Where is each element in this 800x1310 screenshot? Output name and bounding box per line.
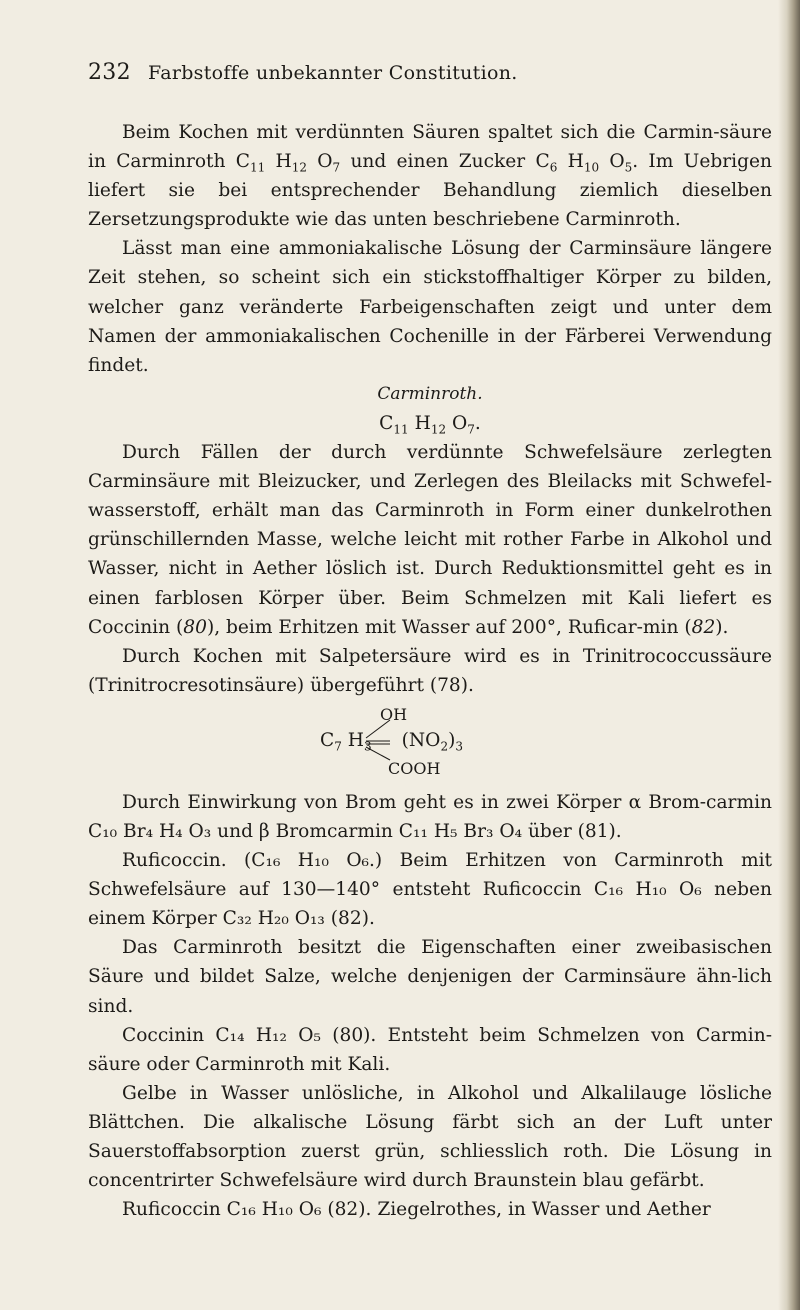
formula-core: $C_7$ $H_3$ $(NO_2)_3$	[320, 729, 463, 754]
paragraph-carminsaeure-spaltung: Beim Kochen mit verdünnten Säuren spaltet sich die Carmin-säure in Carminroth $C_{11}$ $H_{12}$ $O_7$ und einen Zucker $C_6$ $H_{10}$ $O_5$. Im Uebrigen liefert sie bei entsprechender Behandlung ziemlich dieselben Zersetzungsprodukte wie das unten beschriebene Carminroth.	[88, 122, 772, 231]
paragraph-carminroth-darstellung: Durch Fällen der durch verdünnte Schwefelsäure zerlegten Carminsäure mit Bleizucker, und Zerlegen des Bleilacks mit Schwefel-wasserstoff, erhält man das Carminroth in Form einer dunkelrothen grünschillernden Masse, welche leicht mit rother Farbe in Alkohol und Wasser, nicht in Aether löslich ist. Durch Reduktionsmittel geht es in einen farblosen Körper über. Beim Schmelzen mit Kali liefert es Coccinin (80), beim Erhitzen mit Wasser auf 200°, Ruficar-min (82).	[88, 442, 772, 638]
page-header	[88, 60, 728, 92]
paragraph-ruficoccin-darstellung: Ruficoccin. (C₁₆ H₁₀ O₆.) Beim Erhitzen von Carminroth mit Schwefelsäure auf 130—140° entsteht Ruficoccin C₁₆ H₁₀ O₆ neben einem Körper C₃₂ H₂₀ O₁₃ (82).	[88, 850, 772, 930]
paragraph-coccinin-eigenschaften: Gelbe in Wasser unlösliche, in Alkohol und Alkalilauge lösliche Blättchen. Die alkalische Lösung färbt sich an der Luft unter Sauerstoffabsorption zuerst grün, schliesslich roth. Die Lösung in concentrirter Schwefelsäure wird durch Braunstein blau gefärbt.	[88, 1082, 772, 1192]
paragraph-brom: Durch Einwirkung von Brom geht es in zwei Körper α Brom-carmin C₁₀ Br₄ H₄ O₃ und β Bromcarmin C₁₁ H₅ Br₃ O₄ über (81).	[88, 791, 772, 842]
section-caption-carminroth: Carminroth.	[377, 383, 483, 404]
book-spine-shadow	[778, 0, 800, 1310]
page-number: 232	[88, 60, 131, 85]
formula-oh-group: OH	[380, 704, 408, 724]
paragraph-coccinin: Coccinin C₁₄ H₁₂ O₅ (80). Entsteht beim Schmelzen von Carmin-säure oder Carminroth mit Kali.	[88, 1024, 772, 1075]
paragraph-carminroth-eigenschaften: Das Carminroth besitzt die Eigenschaften einer zweibasischen Säure und bildet Salze, welche denjenigen der Carminsäure ähn-lich sind.	[88, 937, 772, 1017]
paragraph-salpetersaeure: Durch Kochen mit Salpetersäure wird es in Trinitrococcussäure (Trinitrocresotinsäure) übergeführt (78).	[88, 645, 772, 696]
running-title: Farbstoffe unbekannter Constitution.	[148, 62, 518, 84]
paragraph-ruficoccin: Ruficoccin C₁₆ H₁₀ O₆ (82). Ziegelrothes, in Wasser und Aether	[122, 1199, 711, 1221]
structural-formula-trinitrococcussaeure	[88, 700, 772, 788]
formula-cooh-group: COOH	[388, 758, 441, 778]
page-body	[88, 118, 772, 1224]
section-formula-carminroth: $C_{11}$ $H_{12}$ $O_7$.	[379, 412, 481, 437]
paragraph-ammoniakalische-loesung: Lässt man eine ammoniakalische Lösung der Carminsäure längere Zeit stehen, so scheint sich ein stickstoffhaltiger Körper zu bilden, welcher ganz veränderte Farbeigenschaften zeigt und unter dem Namen der ammoniakalischen Cochenille in der Färberei Verwendung findet.	[88, 238, 772, 376]
